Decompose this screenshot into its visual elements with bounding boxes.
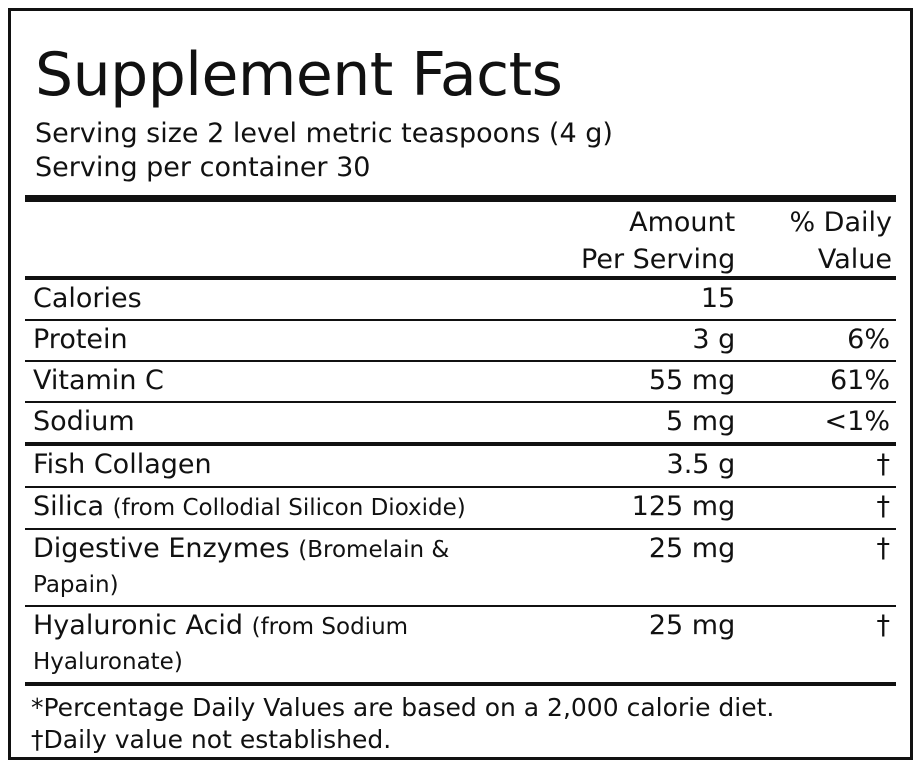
table-row <box>25 606 896 682</box>
table-header-row-2 <box>25 239 896 276</box>
serving-size-text: Serving size 2 level metric teaspoons (4 g) <box>35 118 613 149</box>
servings-per-container-text: Serving per container 30 <box>35 152 371 183</box>
facts-table <box>25 202 896 276</box>
table-row <box>25 487 896 529</box>
ingredient-name: Hyaluronic Acid <box>33 610 243 641</box>
header-dv-line1: % Daily <box>789 207 892 238</box>
ingredient-dv: † <box>876 610 890 641</box>
ingredient-cell <box>25 487 530 529</box>
ingredient-detail: (Bromelain & Papain) <box>33 537 450 598</box>
nutrient-name: Protein <box>33 324 128 355</box>
nutrient-dv <box>739 280 896 320</box>
ingredient-detail: (from Sodium Hyaluronate) <box>33 614 409 675</box>
header-amount-line2: Per Serving <box>581 244 736 275</box>
nutrient-amount: 3 g <box>692 324 736 355</box>
ingredient-cell <box>25 529 530 606</box>
header-blank <box>25 202 530 239</box>
ingredients-table <box>25 446 896 682</box>
nutrient-amount: 55 mg <box>648 365 736 396</box>
nutrient-amount: 5 mg <box>666 406 736 437</box>
nutrient-amount: 15 <box>700 283 736 314</box>
divider-below-serving <box>25 195 896 202</box>
supplement-facts-inner <box>25 21 896 754</box>
ingredient-name: Fish Collagen <box>33 449 212 480</box>
header-dv-line2: Value <box>817 244 892 275</box>
header-blank-2 <box>25 239 530 276</box>
ingredient-amount: 3.5 g <box>666 449 736 480</box>
footnote-dagger: †Daily value not established. <box>31 725 392 754</box>
divider-above-footnotes <box>25 682 896 686</box>
ingredient-dv: † <box>876 533 890 564</box>
nutrient-dv: 6% <box>847 324 890 355</box>
nutrient-name: Sodium <box>33 406 135 437</box>
table-row <box>25 446 896 487</box>
footnotes <box>31 692 896 756</box>
nutrient-dv: 61% <box>829 365 890 396</box>
table-header-row-1 <box>25 202 896 239</box>
supplement-facts-panel <box>8 8 913 760</box>
table-row <box>25 280 896 320</box>
ingredient-dv: † <box>876 449 890 480</box>
nutrient-dv: <1% <box>824 406 890 437</box>
table-row <box>25 320 896 361</box>
nutrients-table <box>25 280 896 442</box>
ingredient-detail: (from Collodial Silicon Dioxide) <box>112 495 466 521</box>
table-row <box>25 402 896 442</box>
footnote-daily-values: *Percentage Daily Values are based on a 2,000 calorie diet. <box>31 693 775 722</box>
header-amount-line1: Amount <box>629 207 736 238</box>
page-title: Supplement Facts <box>35 40 563 110</box>
ingredient-name: Silica <box>33 491 105 522</box>
ingredient-amount: 25 mg <box>648 610 736 641</box>
ingredient-amount: 125 mg <box>631 491 736 522</box>
nutrient-name: Vitamin C <box>33 365 164 396</box>
ingredient-dv: † <box>876 491 890 522</box>
ingredient-cell <box>25 606 530 682</box>
table-row <box>25 361 896 402</box>
nutrient-name: Calories <box>33 283 142 314</box>
ingredient-name: Digestive Enzymes <box>33 533 290 564</box>
ingredient-amount: 25 mg <box>648 533 736 564</box>
table-row <box>25 529 896 606</box>
ingredient-cell <box>25 446 530 487</box>
